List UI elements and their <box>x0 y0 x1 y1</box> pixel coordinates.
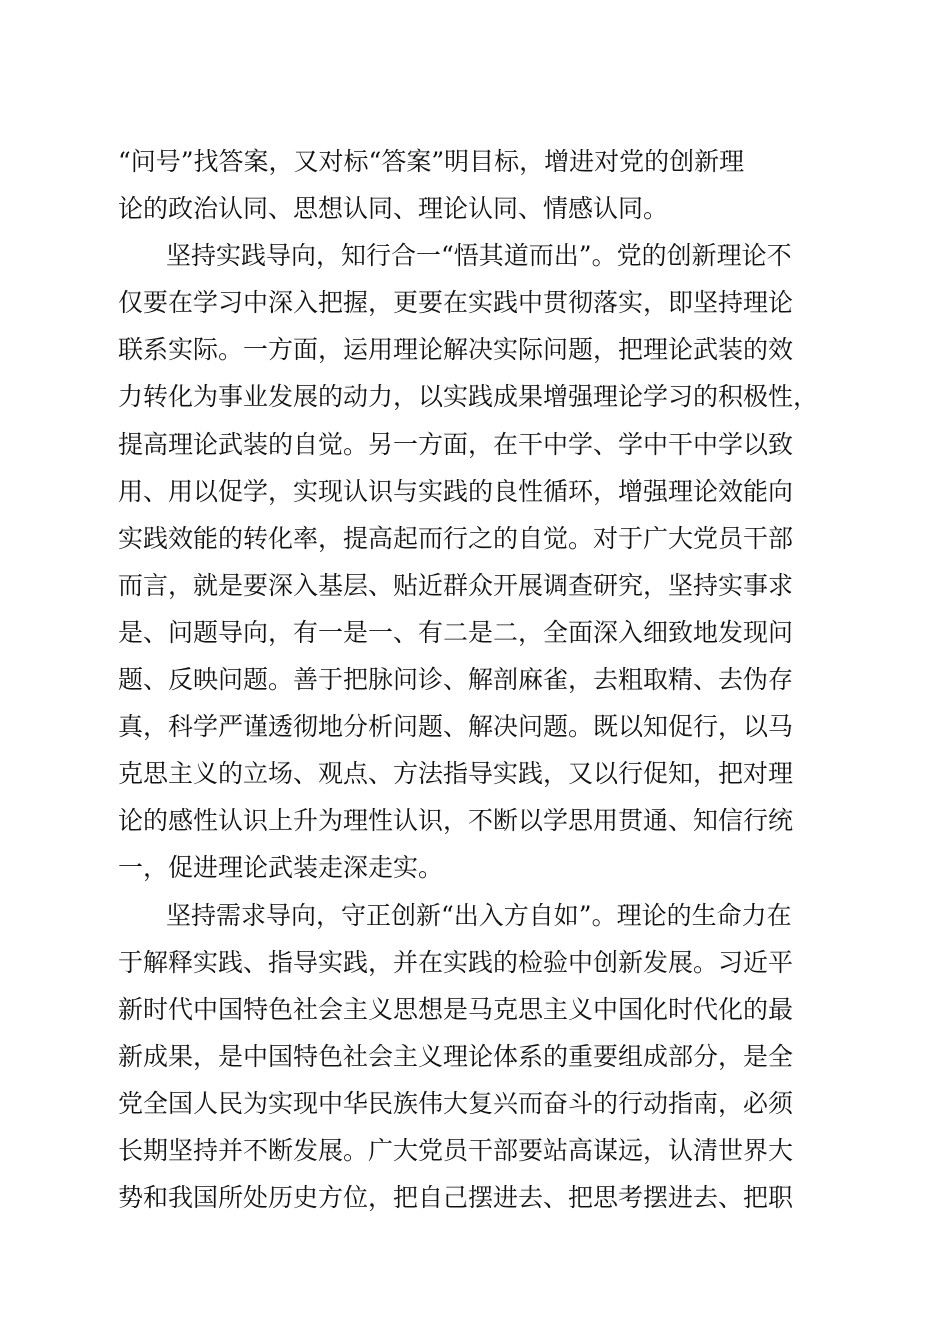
paragraph-2-line-8: 而言，就是要深入基层、贴近群众开展调查研究，坚持实事求 <box>118 570 794 600</box>
paragraph-2-line-12: 克思主义的立场、观点、方法指导实践，又以行促知，把对理 <box>118 759 794 789</box>
paragraph-2-line-11: 真，科学严谨透彻地分析问题、解决问题。既以知促行，以马 <box>118 712 794 742</box>
paragraph-2-line-5: 提高理论武装的自觉。另一方面，在干中学、学中干中学以致 <box>118 429 794 459</box>
paragraph-3-line-4: 新成果，是中国特色社会主义理论体系的重要组成部分，是全 <box>118 1041 794 1071</box>
paragraph-2-line-6: 用、用以促学，实现认识与实践的良性循环，增强理论效能向 <box>118 476 794 506</box>
paragraph-3-line-7: 势和我国所处历史方位，把自己摆进去、把思考摆进去、把职 <box>118 1183 794 1213</box>
paragraph-2-line-10: 题、反映问题。善于把脉问诊、解剖麻雀，去粗取精、去伪存 <box>118 665 794 695</box>
paragraph-2-line-4: 力转化为事业发展的动力，以实践成果增强理论学习的积极性， <box>118 382 819 412</box>
paragraph-2-line-14: 一，促进理论武装走深走实。 <box>118 853 444 883</box>
paragraph-1-line-2: 论的政治认同、思想认同、理论认同、情感认同。 <box>118 194 669 224</box>
paragraph-2-line-3: 联系实际。一方面，运用理论解决实际问题，把理论武装的效 <box>118 335 794 365</box>
body-text <box>118 138 838 1221</box>
paragraph-2-line-2: 仅要在学习中深入把握，更要在实践中贯彻落实，即坚持理论 <box>118 288 794 318</box>
paragraph-3-line-1: 坚持需求导向，守正创新“出入方自如”。理论的生命力在 <box>166 900 792 930</box>
paragraph-3-line-2: 于解释实践、指导实践，并在实践的检验中创新发展。习近平 <box>118 947 794 977</box>
paragraph-3-line-5: 党全国人民为实现中华民族伟大复兴而奋斗的行动指南，必须 <box>118 1088 794 1118</box>
paragraph-2-line-13: 论的感性认识上升为理性认识，不断以学思用贯通、知信行统 <box>118 806 794 836</box>
paragraph-2-line-7: 实践效能的转化率，提高起而行之的自觉。对于广大党员干部 <box>118 523 794 553</box>
paragraph-2-line-1: 坚持实践导向，知行合一“悟其道而出”。党的创新理论不 <box>166 241 792 271</box>
paragraph-1-line-1: “问号”找答案，又对标“答案”明目标，增进对党的创新理 <box>118 147 745 176</box>
paragraph-2-line-9: 是、问题导向，有一是一、有二是二，全面深入细致地发现问 <box>118 617 794 647</box>
paragraph-3-line-3: 新时代中国特色社会主义思想是马克思主义中国化时代化的最 <box>118 994 794 1024</box>
paragraph-3-line-6: 长期坚持并不断发展。广大党员干部要站高谋远，认清世界大 <box>118 1135 794 1165</box>
